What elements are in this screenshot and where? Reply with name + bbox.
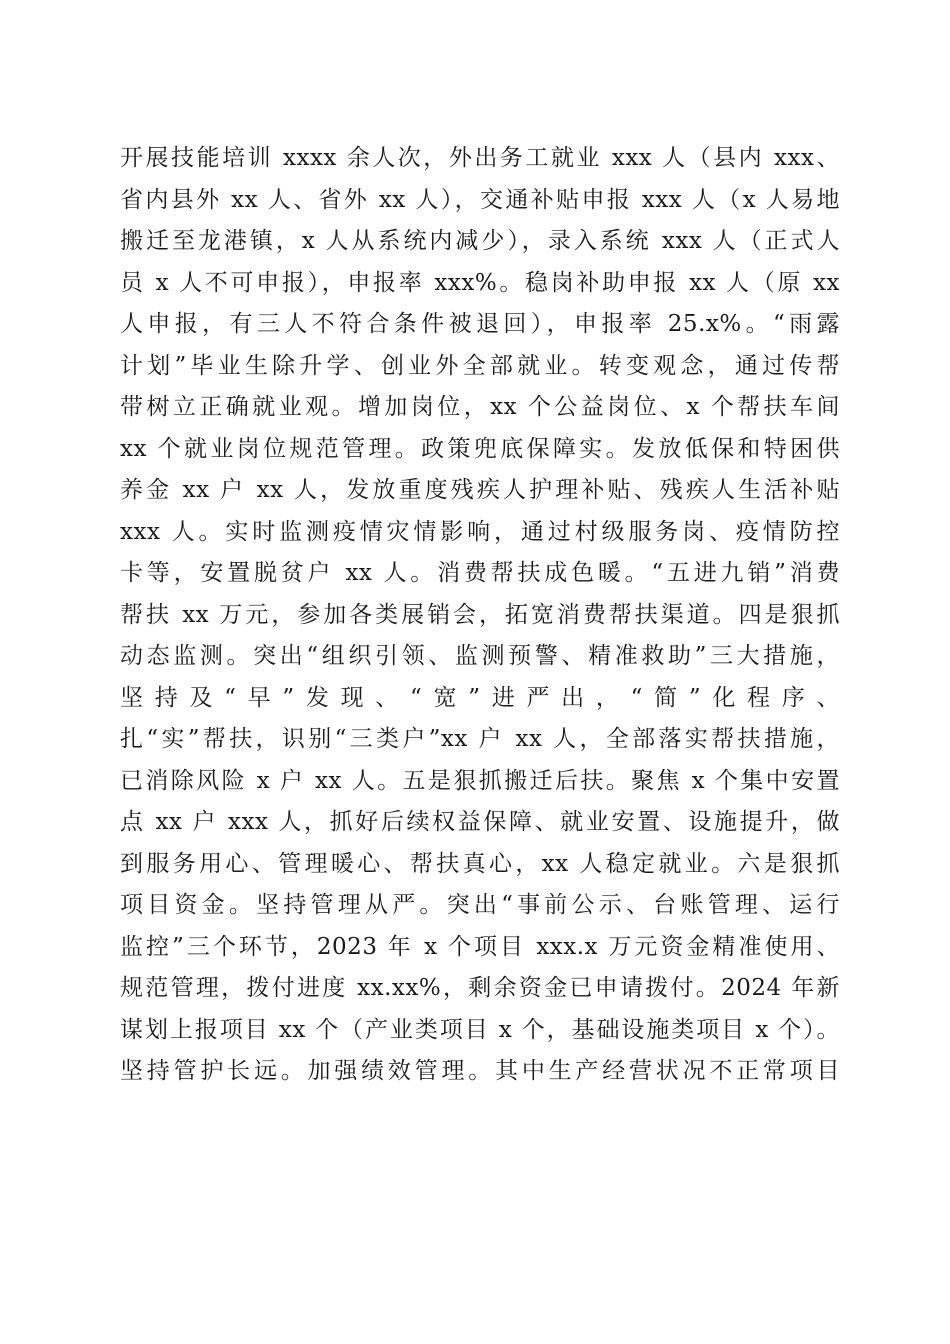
text-line: 监控”三个环节，2023 年 x 个项目 xxx.x 万元资金精准使用、 [120, 933, 840, 960]
text-line: 人申报，有三人不符合条件被退回），申报率 25.x%。“雨露 [120, 311, 840, 337]
text-line: 搬迁至龙港镇，x 人从系统内减少），录入系统 xxx 人（正式人 [120, 228, 840, 254]
text-line: 项目资金。坚持管理从严。突出“事前公示、台账管理、运行 [120, 892, 840, 918]
text-line: xx 个就业岗位规范管理。政策兜底保障实。发放低保和特困供 [120, 435, 840, 462]
text-line: 规范管理，拨付进度 xx.xx%，剩余资金已申请拨付。2024 年新 [120, 975, 840, 1001]
text-line: 带树立正确就业观。增加岗位，xx 个公益岗位、x 个帮扶车间 [120, 394, 840, 420]
text-line: 员 x 人不可申报），申报率 xxx%。稳岗补助申报 xx 人（原 xx [120, 269, 840, 296]
text-line: 点 xx 户 xxx 人，抓好后续权益保障、就业安置、设施提升，做 [120, 809, 840, 835]
text-line: xxx 人。实时监测疫情灾情影响，通过村级服务岗、疫情防控 [120, 518, 840, 545]
body-text [120, 138, 840, 1093]
text-line: 养金 xx 户 xx 人，发放重度残疾人护理补贴、残疾人生活补贴 [120, 477, 840, 503]
text-line: 坚持及“早”发现、“宽”进严出，“简”化程序、 [120, 684, 840, 711]
text-line: 扎“实”帮扶，识别“三类户”xx 户 xx 人，全部落实帮扶措施， [120, 726, 840, 752]
text-line: 已消除风险 x 户 xx 人。五是狠抓搬迁后扶。聚焦 x 个集中安置 [120, 767, 840, 794]
text-line: 计划”毕业生除升学、创业外全部就业。转变观念，通过传帮 [120, 352, 840, 379]
text-line: 省内县外 xx 人、省外 xx 人），交通补贴申报 xxx 人（x 人易地 [120, 186, 840, 213]
text-line: 谋划上报项目 xx 个（产业类项目 x 个，基础设施类项目 x 个）。 [120, 1016, 840, 1043]
text-line: 动态监测。突出“组织引领、监测预警、精准救助”三大措施， [120, 643, 840, 669]
text-line: 到服务用心、管理暖心、帮扶真心，xx 人稳定就业。六是狠抓 [120, 850, 840, 877]
text-line: 帮扶 xx 万元，参加各类展销会，拓宽消费帮扶渠道。四是狠抓 [120, 601, 840, 628]
text-line: 坚持管护长远。加强绩效管理。其中生产经营状况不正常项目 [120, 1058, 840, 1084]
text-line: 卡等，安置脱贫户 xx 人。消费帮扶成色暖。“五进九销”消费 [120, 560, 840, 586]
text-line: 开展技能培训 xxxx 余人次，外出务工就业 xxx 人（县内 xxx、 [120, 145, 840, 171]
